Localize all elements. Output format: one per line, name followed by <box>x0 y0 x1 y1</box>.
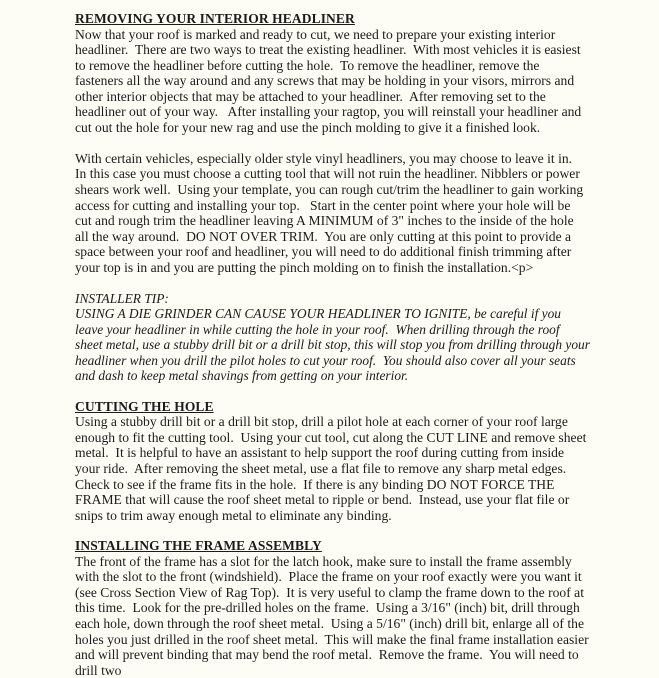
paragraph-removing-headliner-1: Now that your roof is marked and ready to cut, we need to prepare your existing interior headliner. There are two ways to treat the existing headliner. With most vehicles it is easiest to remove the headliner before cutting the hole. To remove the headliner, remove the fasteners all the way around and any screws that may be holding in your visors, mirrors and other interior objects that may be attached to your headliner. After removing set to the headliner out of your way. After installing your ragtop, you will reinstall your headliner and cut out the hole for your new rag and use the pinch molding to give it a finished look. <box>75 26 585 135</box>
installer-tip-text: USING A DIE GRINDER CAN CAUSE YOUR HEADLINER TO IGNITE, be careful if you leave your headliner in while cutting the hole in your roof. When drilling through the roof sheet metal, use a stubby drill bit or a drill bit stop, this will stop you from drilling through your headliner when you drill the pilot holes to cut your roof. You should also cover all your seats and dash to keep metal shavings from getting on your interior. <box>75 306 594 384</box>
paragraph-installing-frame-assembly: The front of the frame has a slot for the latch hook, make sure to install the frame assembly with the slot to the front (windshield). Place the frame on your roof exactly were you want it (see Cross Section View of Rag Top). It is very useful to clamp the frame down to the roof at this time. Look for the pre-drilled holes on the frame. Using a 3/16" (inch) bit, drill through each hole, down through the roof sheet metal. Using a 5/16" (inch) drill bit, enlarge all of the holes you just drilled in the roof sheet metal. This will make the final frame installation easier and will prevent binding that may bend the roof metal. Remove the frame. You will need to drill two <box>75 553 593 678</box>
paragraph-removing-headliner-2: With certain vehicles, especially older style vinyl headliners, you may choose to leave it in. In this case you must choose a cutting tool that will not ruin the headliner. Nibblers or power shears work well. Using your template, you can rough cut/trim the headliner to gain working access for cutting and installing your top. Start in the center point where your hole will be cut and rough trim the headliner leaving A MINIMUM of 3" inches to the inside of the hole all the way around. DO NOT OVER TRIM. You are only cutting at this point to provide a space between your roof and headliner, you will need to do additional finish trimming after your top is in and you are putting the pinch molding on to finish the installation.<p> <box>75 150 587 275</box>
section-heading-removing-headliner-text: REMOVING YOUR INTERIOR HEADLINER <box>75 11 355 26</box>
paragraph-cutting-the-hole: Using a stubby drill bit or a drill bit stop, drill a pilot hole at each corner of your roof large enough to fit the cutting tool. Using your cut tool, cut along the CUT LINE and remove sheet metal. It is helpful to have an assistant to help support the roof during cutting from inside your ride. After removing the sheet metal, use a flat file to remove any sharp metal edges. Check to see if the frame fits in the hole. If there is any binding DO NOT FORCE THE FRAME that will cause the roof sheet metal to ripple or bend. Instead, use your flat file or snips to trim away enough metal to eliminate any binding. <box>75 414 590 523</box>
installer-tip-label: INSTALLER TIP: <box>75 290 169 306</box>
paragraph-spacer <box>75 275 590 291</box>
section-spacer <box>75 523 590 538</box>
section-heading-installing-frame-assembly <box>75 538 590 554</box>
section-spacer <box>75 384 590 399</box>
section-heading-cutting-the-hole-text: CUTTING THE HOLE <box>75 398 214 414</box>
section-heading-installing-frame-assembly-text: INSTALLING THE FRAME ASSEMBLY <box>75 538 322 554</box>
section-heading-cutting-the-hole <box>75 399 590 415</box>
section-heading-removing-headliner <box>75 11 590 27</box>
paragraph-spacer <box>75 135 590 151</box>
